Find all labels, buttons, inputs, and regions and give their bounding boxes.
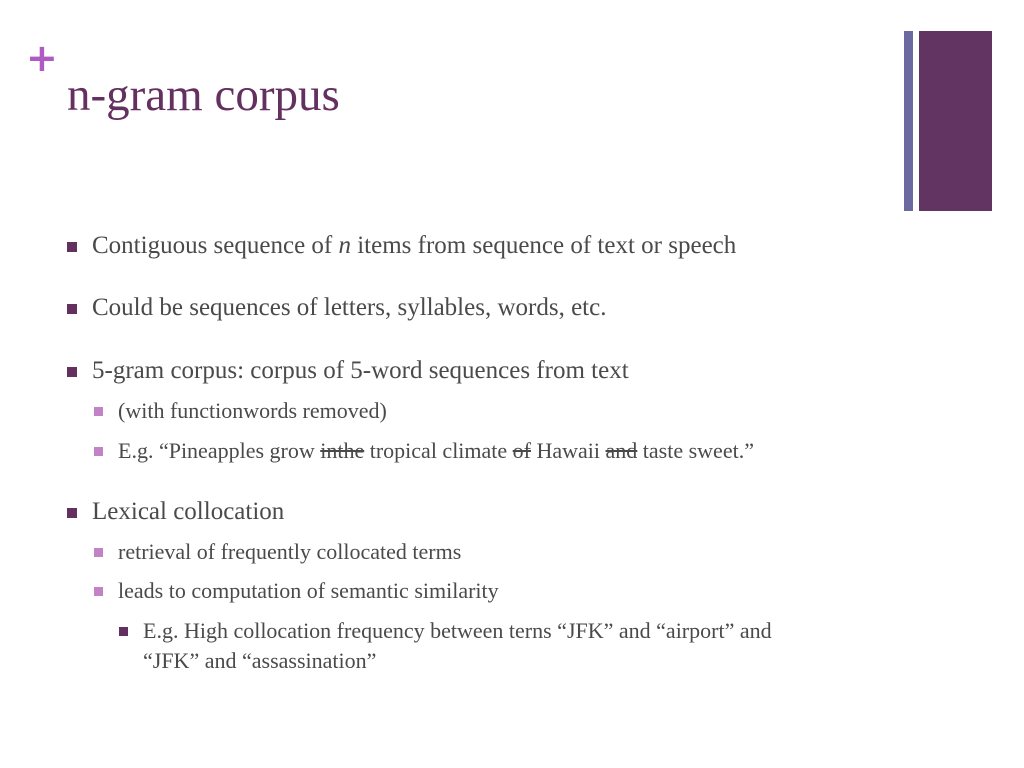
bullet-text: 5-gram corpus: corpus of 5-word sequences from text [92, 357, 629, 384]
bullet-text-part: Contiguous sequence of [92, 232, 339, 259]
sub-bullet-item [94, 437, 754, 465]
sub-bullet-text: (with functionwords removed) [118, 398, 387, 423]
sub-bullet-item [94, 397, 387, 425]
sub-bullet-marker [94, 548, 103, 557]
bullet-marker [67, 242, 77, 252]
plus-icon: + [26, 36, 58, 80]
sub-bullet-marker [94, 407, 103, 416]
sub-sub-bullet-line: E.g. High collocation frequency between terns “JFK” and “airport” and [143, 618, 772, 643]
bullet-text [92, 231, 736, 261]
struck-word: inthe [320, 438, 365, 463]
bullet-marker [67, 508, 77, 518]
sub-bullet-text [118, 437, 754, 465]
sub-bullet-text: retrieval of frequently collocated terms [118, 539, 462, 564]
bullet-marker [67, 304, 77, 314]
sub-bullet-item [94, 577, 499, 605]
struck-word: of [512, 438, 531, 463]
example-text-part: E.g. “Pineapples grow [118, 438, 321, 463]
page-title: n-gram corpus [67, 69, 340, 121]
example-text-part: Hawaii [531, 438, 606, 463]
bullet-text: Could be sequences of letters, syllables, words, etc. [92, 294, 607, 321]
bullet-text-italic: n [338, 232, 351, 259]
sub-sub-bullet-marker [119, 627, 128, 636]
sub-bullet-text: leads to computation of semantic similarity [118, 578, 499, 603]
bullet-text: Lexical collocation [92, 498, 285, 525]
example-text-part: tropical climate [364, 438, 513, 463]
sub-bullet-marker [94, 447, 103, 456]
example-text-part: taste sweet.” [637, 438, 754, 463]
struck-word: and [605, 438, 638, 463]
bullet-item-4 [67, 497, 284, 527]
sub-sub-bullet-line: “JFK” and “assassination” [143, 648, 377, 673]
sub-sub-bullet-text [143, 616, 772, 676]
sub-bullet-item [94, 538, 461, 566]
bullet-text-part: items from sequence of text or speech [350, 232, 737, 259]
sub-sub-bullet-item [119, 616, 772, 676]
bullet-item-1 [67, 231, 736, 261]
bullet-item-2 [67, 293, 606, 323]
sub-bullet-marker [94, 587, 103, 596]
bullet-marker [67, 367, 77, 377]
bullet-item-3 [67, 356, 629, 386]
